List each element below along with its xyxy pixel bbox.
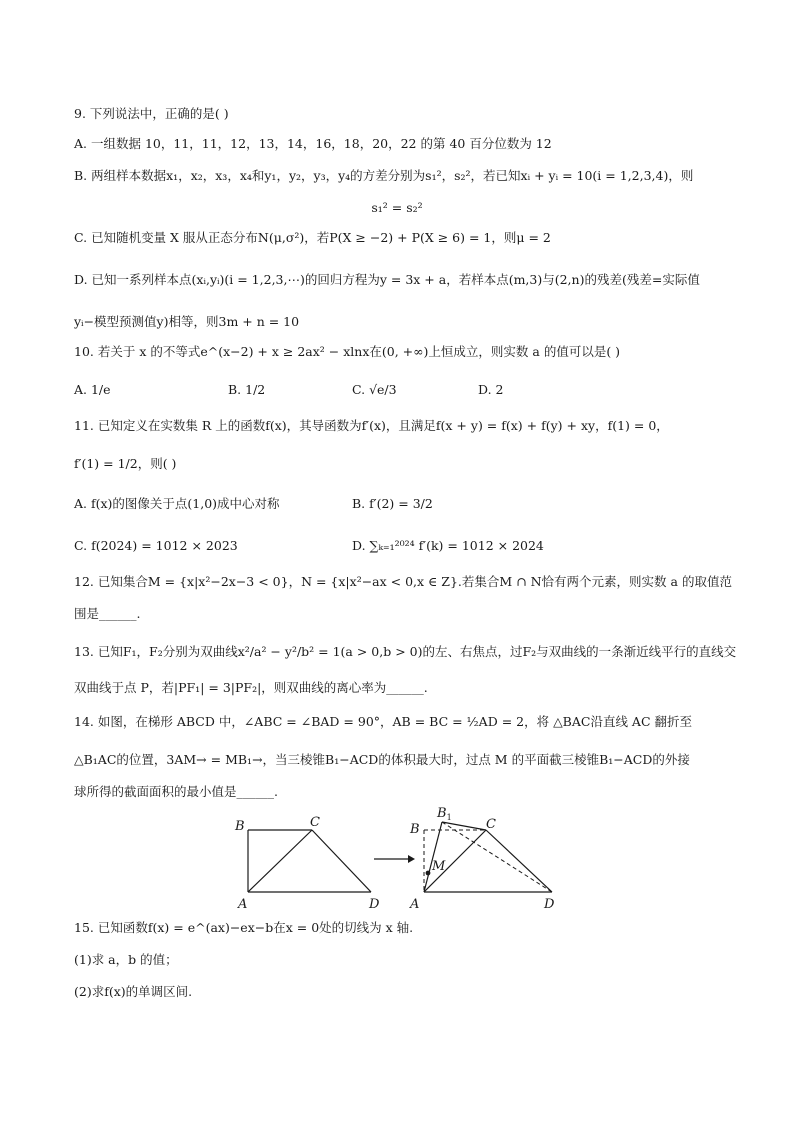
q13-line1: 13. 已知F₁，F₂分别为双曲线x²/a² − y²/b² = 1(a > 0,b > 0)的左、右焦点，过F₂与双曲线的一条渐近线平行的直线交 xyxy=(74,644,737,659)
q9-option-a: A. 一组数据 10，11，11，12，13，14，16，18，20，22 的第 40 百分位数为 12 xyxy=(74,136,552,151)
q12-line2: 围是______. xyxy=(74,606,141,621)
q9-option-d-line2: yᵢ−模型预测值y)相等，则3m + n = 10 xyxy=(74,314,300,329)
point-m xyxy=(426,871,431,876)
label-c: C xyxy=(486,817,496,832)
q9-option-d-line1: D. 已知一系列样本点(xᵢ,yᵢ)(i = 1,2,3,⋯)的回归方程为y = 3x + a，若样本点(m,3)与(2,n)的残差(残差=实际值 xyxy=(74,272,700,287)
q10-option-c: C. √e/3 xyxy=(352,382,397,397)
label-a: A xyxy=(238,897,248,912)
edge-ac xyxy=(248,830,312,892)
label-m: M xyxy=(432,859,446,874)
q14-line3: 球所得的截面面积的最小值是______. xyxy=(74,784,278,799)
label-b1: $B_1$ xyxy=(437,806,452,822)
label-b: B xyxy=(235,819,245,834)
q9-option-b-line2: s₁² = s₂² xyxy=(371,200,423,215)
edge-cd xyxy=(486,830,552,892)
q12-line1: 12. 已知集合M = {x|x²−2x−3 < 0}，N = {x|x²−ax < 0,x ∈ Z}.若集合M ∩ N恰有两个元素，则实数 a 的取值范 xyxy=(74,574,732,589)
q11-option-d: D. ∑ₖ₌₁²⁰²⁴ f′(k) = 1012 × 2024 xyxy=(352,538,544,553)
q11-option-b: B. f′(2) = 3/2 xyxy=(352,496,433,511)
label-b: B xyxy=(410,822,420,837)
q15-part1: (1)求 a，b 的值； xyxy=(74,952,178,967)
label-d: D xyxy=(544,897,555,912)
edge-cd xyxy=(312,830,371,892)
q10-stem: 10. 若关于 x 的不等式e^(x−2) + x ≥ 2ax² − xlnx在(0, +∞)上恒成立，则实数 a 的值可以是( ) xyxy=(74,344,621,359)
pyramid-figure xyxy=(404,800,564,912)
q11-option-c: C. f(2024) = 1012 × 2023 xyxy=(74,538,238,553)
q9-option-b-line1: B. 两组样本数据x₁，x₂，x₃，x₄和y₁，y₂，y₃，y₄的方差分别为s₁²，s₂²，若已知xᵢ + yᵢ = 10(i = 1,2,3,4)，则 xyxy=(74,168,694,183)
q15-stem: 15. 已知函数f(x) = e^(ax)−ex−b在x = 0处的切线为 x 轴. xyxy=(74,920,414,935)
label-a: A xyxy=(410,897,420,912)
q15-part2: (2)求f(x)的单调区间. xyxy=(74,984,193,999)
q11-option-a: A. f(x)的图像关于点(1,0)成中心对称 xyxy=(74,496,280,511)
edge-ab1 xyxy=(424,822,442,892)
q13-line2: 双曲线于点 P，若|PF₁| = 3|PF₂|，则双曲线的离心率为______. xyxy=(74,680,428,695)
q10-option-b: B. 1/2 xyxy=(228,382,266,397)
q10-option-a: A. 1/e xyxy=(74,382,111,397)
label-d: D xyxy=(369,897,380,912)
q9-stem: 9. 下列说法中，正确的是( ) xyxy=(74,106,229,121)
q11-stem-line1: 11. 已知定义在实数集 R 上的函数f(x)，其导函数为f′(x)，且满足f(x + y) = f(x) + f(y) + xy，f(1) = 0， xyxy=(74,418,669,433)
q9-option-c: C. 已知随机变量 X 服从正态分布N(μ,σ²)，若P(X ≥ −2) + P(X ≥ 6) = 1，则μ = 2 xyxy=(74,230,551,245)
label-c: C xyxy=(310,815,320,830)
q10-option-d: D. 2 xyxy=(478,382,504,397)
trapezoid-figure xyxy=(226,812,396,912)
q14-line1: 14. 如图，在梯形 ABCD 中，∠ABC = ∠BAD = 90°，AB = BC = ½AD = 2，将 △BAC沿直线 AC 翻折至 xyxy=(74,714,692,729)
q14-line2: △B₁AC的位置，3AM→ = MB₁→，当三棱锥B₁−ACD的体积最大时，过点 M 的平面截三棱锥B₁−ACD的外接 xyxy=(74,752,690,767)
q11-stem-line2: f′(1) = 1/2，则( ) xyxy=(74,456,177,471)
